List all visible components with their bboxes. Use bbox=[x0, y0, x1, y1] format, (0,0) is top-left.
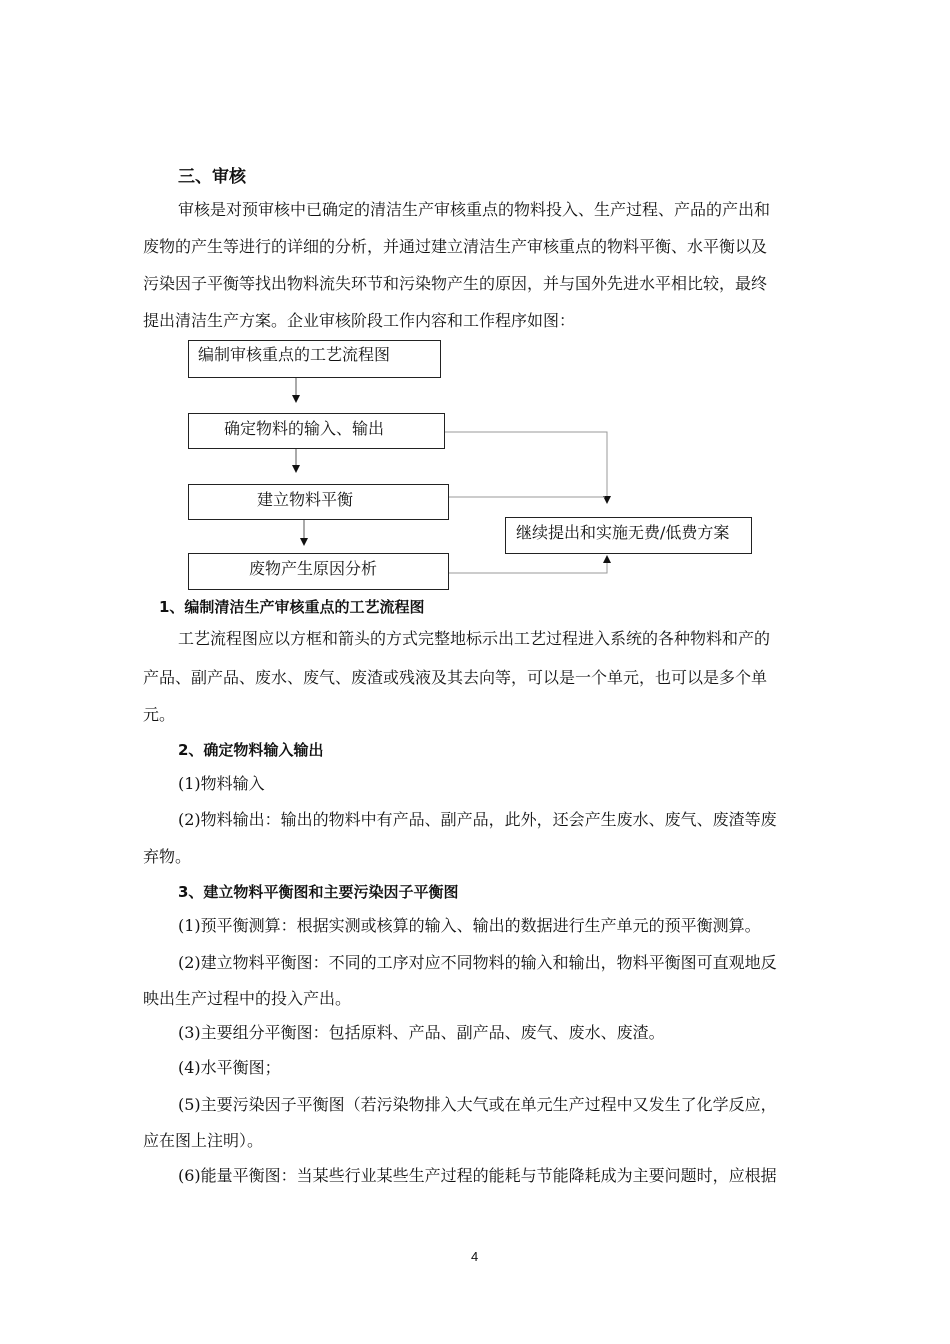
item-3-line-1: (1)预平衡测算：根据实测或核算的输入、输出的数据进行生产单元的预平衡测算。 bbox=[178, 916, 761, 935]
item-3-line-6: (5)主要污染因子平衡图（若污染物排入大气或在单元生产过程中又发生了化学反应， bbox=[178, 1095, 777, 1114]
flow-box-material-io: 确定物料的输入、输出 bbox=[188, 413, 445, 449]
item-2-line-2: (2)物料输出：输出的物料中有产品、副产品，此外，还会产生废水、废气、废渣等废 bbox=[178, 810, 777, 829]
section-heading: 三、审核 bbox=[178, 167, 246, 187]
item-3-line-5: (4)水平衡图； bbox=[178, 1058, 281, 1077]
arrow-box2-to-box5 bbox=[445, 432, 607, 503]
page-number: 4 bbox=[471, 1249, 479, 1264]
item-3-heading: 3、建立物料平衡图和主要污染因子平衡图 bbox=[178, 883, 459, 901]
item-3-line-8: (6)能量平衡图：当某些行业某些生产过程的能耗与节能降耗成为主要问题时，应根据 bbox=[178, 1166, 777, 1185]
intro-line-1: 审核是对预审核中已确定的清洁生产审核重点的物料投入、生产过程、产品的产出和 bbox=[178, 200, 771, 219]
item-1-line-2: 产品、副产品、废水、废气、废渣或残液及其去向等，可以是一个单元，也可以是多个单 bbox=[143, 668, 768, 687]
item-1-line-3: 元。 bbox=[143, 705, 176, 724]
item-3-line-4: (3)主要组分平衡图：包括原料、产品、副产品、废气、废水、废渣。 bbox=[178, 1023, 665, 1042]
flowchart-connectors bbox=[0, 0, 950, 620]
item-2-line-1: (1)物料输入 bbox=[178, 774, 265, 793]
item-2-line-3: 弃物。 bbox=[143, 847, 192, 866]
item-1-heading: 1、编制清洁生产审核重点的工艺流程图 bbox=[159, 598, 425, 616]
intro-line-3: 污染因子平衡等找出物料流失环节和污染物产生的原因，并与国外先进水平相比较，最终 bbox=[143, 274, 768, 293]
flow-box-material-balance: 建立物料平衡 bbox=[188, 484, 449, 520]
intro-line-4: 提出清洁生产方案。企业审核阶段工作内容和工作程序如图： bbox=[143, 311, 576, 330]
item-3-line-3: 映出生产过程中的投入产出。 bbox=[143, 989, 352, 1008]
arrow-box4-to-box5 bbox=[449, 556, 607, 573]
item-3-line-7: 应在图上注明）。 bbox=[143, 1131, 264, 1150]
flow-box-low-cost-options: 继续提出和实施无费/低费方案 bbox=[505, 517, 752, 554]
item-1-line-1: 工艺流程图应以方框和箭头的方式完整地标示出工艺过程进入系统的各种物料和产的 bbox=[178, 629, 771, 648]
item-2-heading: 2、确定物料输入输出 bbox=[178, 741, 324, 759]
intro-line-2: 废物的产生等进行的详细的分析，并通过建立清洁生产审核重点的物料平衡、水平衡以及 bbox=[143, 237, 768, 256]
item-3-line-2: (2)建立物料平衡图：不同的工序对应不同物料的输入和输出，物料平衡图可直观地反 bbox=[178, 953, 777, 972]
flow-box-process-diagram: 编制审核重点的工艺流程图 bbox=[188, 340, 441, 378]
flow-box-waste-analysis: 废物产生原因分析 bbox=[188, 553, 449, 590]
